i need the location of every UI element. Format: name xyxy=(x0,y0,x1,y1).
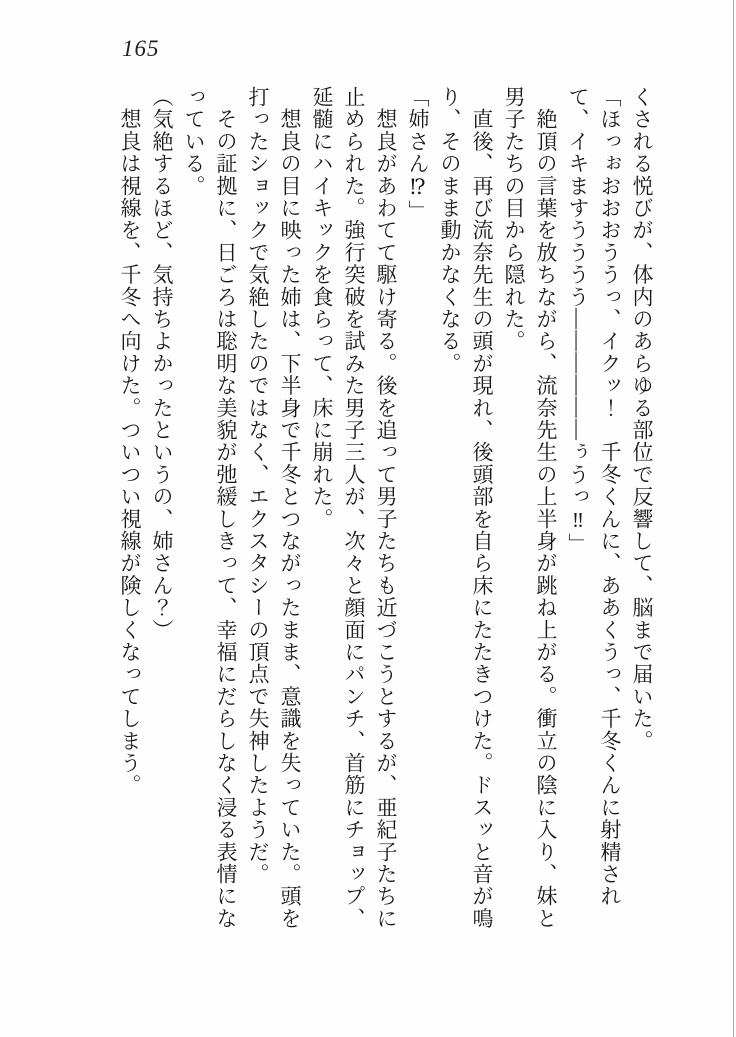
text-column-2: 「ほっぉおおおううっ、イクッ！ 千冬くんに、ああくうっ、千冬くんに射精され xyxy=(598,86,622,908)
text-column-10: 止められた。強行突破を試みた男子三人が、次々と顔面にパンチ、首筋にチョップ、 xyxy=(342,86,366,930)
text-column-9: 想良があわてて駆け寄る。後を追って男子たちも近づこうとするが、亜紀子たちに xyxy=(374,86,398,930)
page-edge-divider xyxy=(733,0,734,1037)
text-column-12: 想良の目に映った姉は、下半身で千冬とつながったまま、意識を失っていた。頭を xyxy=(278,86,302,930)
text-column-6: 直後、再び流奈先生の頭が現れ、後頭部を自ら床にたたきつけた。ドスッと音が鳴 xyxy=(470,86,494,930)
text-column-16: （気絶するほど、気持ちよかったというの、姉さん？） xyxy=(150,86,174,641)
text-column-5: 男子たちの目から隠れた。 xyxy=(502,86,526,353)
text-column-4: 絶頂の言葉を放ちながら、流奈先生の上半身が跳ね上がる。衝立の陰に入り、妹と xyxy=(534,86,558,930)
text-column-14: その証拠に、日ごろは聡明な美貌が弛緩しきって、幸福にだらしなく浸る表情にな xyxy=(214,86,238,930)
text-column-3: て、イキますうううう――――――ぅうっ‼」 xyxy=(566,86,590,556)
text-column-15: っている。 xyxy=(182,86,206,197)
page-number: 165 xyxy=(122,36,160,61)
text-column-8: 「姉さん⁉」 xyxy=(406,86,430,223)
text-column-17: 想良は視線を、千冬へ向けた。ついつい視線が険しくなってしまう。 xyxy=(118,86,142,797)
text-column-13: 打ったショックで気絶したのではなく、エクスタシーの頂点で失神したようだ。 xyxy=(246,86,270,886)
text-column-1: くされる悦びが、体内のあらゆる部位で反響して、脳まで届いた。 xyxy=(630,86,654,752)
text-column-7: り、そのまま動かなくなる。 xyxy=(438,86,462,375)
text-column-11: 延髄にハイキックを食らって、床に崩れた。 xyxy=(310,86,334,530)
page-text xyxy=(114,86,658,1010)
